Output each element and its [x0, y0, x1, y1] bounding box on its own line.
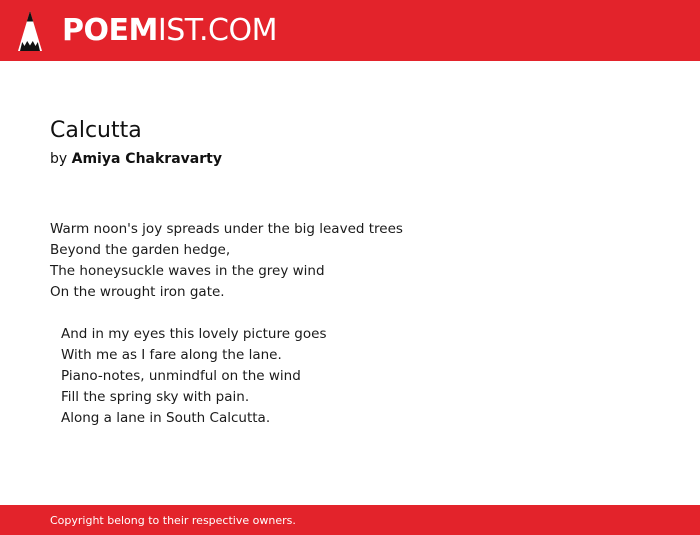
poem-title: Calcutta	[50, 118, 142, 143]
byline-prefix: by	[50, 151, 68, 167]
poem-line: The honeysuckle waves in the grey wind	[50, 263, 325, 279]
site-footer	[0, 505, 700, 535]
poem-line: Warm noon's joy spreads under the big leaved trees	[50, 221, 403, 237]
poem-line: On the wrought iron gate.	[50, 284, 225, 300]
brand-name-light: IST.COM	[157, 13, 277, 48]
poem-byline	[50, 149, 222, 169]
poem-stanza	[50, 324, 403, 429]
poem-stanza	[50, 219, 403, 303]
poem-line: Along a lane in South Calcutta.	[61, 410, 271, 426]
poem-line: Piano-notes, unmindful on the wind	[61, 368, 301, 384]
poem-line: With me as I fare along the lane.	[61, 347, 282, 363]
brand-name-bold: POEM	[62, 13, 158, 48]
pencil-tip-icon[interactable]	[17, 10, 43, 52]
poem-line: And in my eyes this lovely picture goes	[61, 326, 327, 342]
poem-line: Fill the spring sky with pain.	[61, 389, 250, 405]
poem-line: Beyond the garden hedge,	[50, 242, 231, 258]
poem-body	[50, 219, 403, 429]
site-logo-link[interactable]	[62, 13, 277, 49]
author-name: Amiya Chakravarty	[71, 151, 222, 167]
site-header	[0, 0, 700, 61]
copyright-notice: Copyright belong to their respective owners.	[50, 514, 296, 527]
